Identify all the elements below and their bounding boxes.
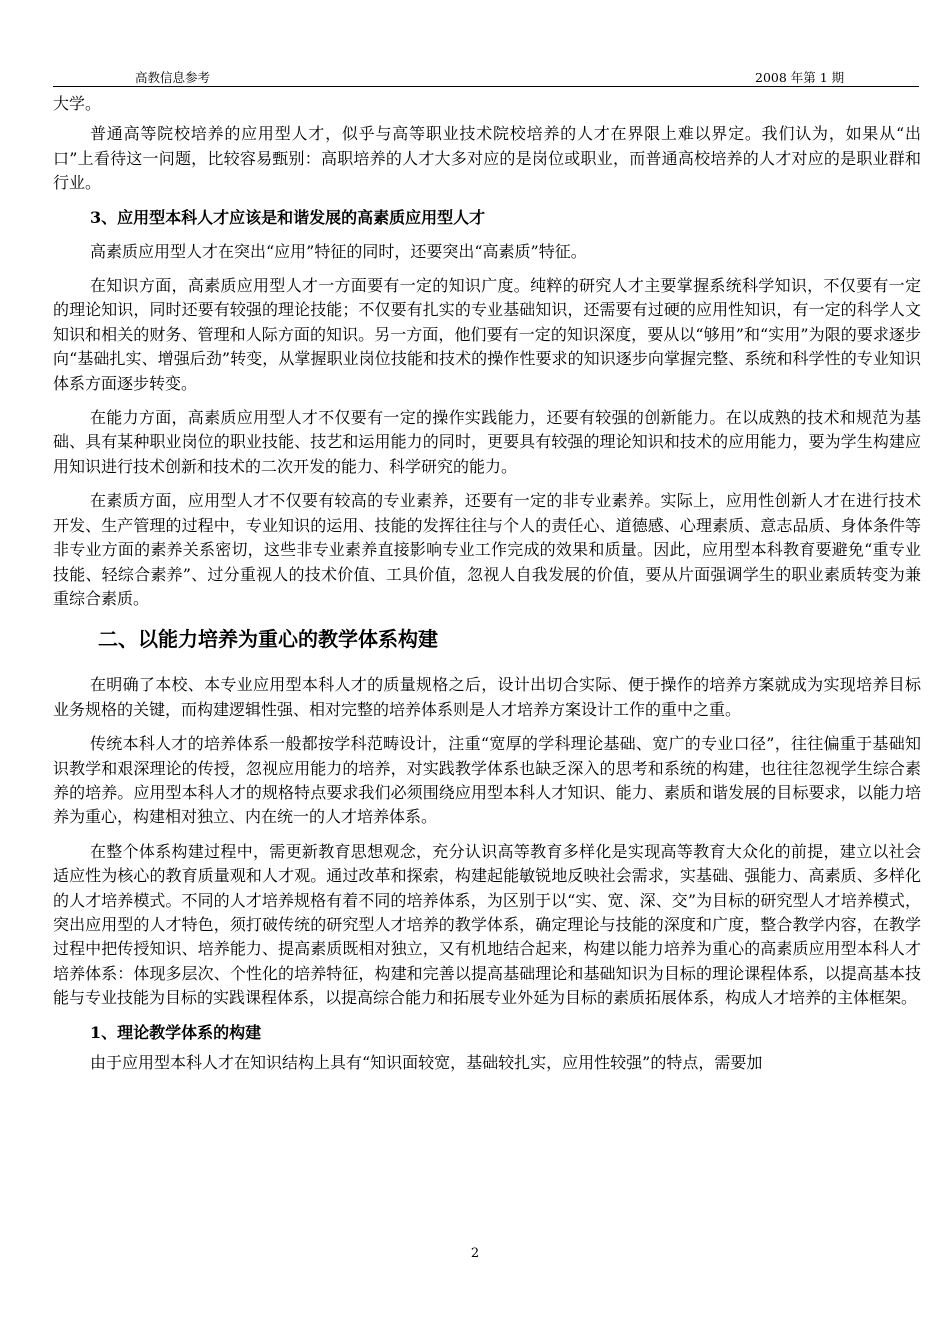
section-heading: 二、以能力培养为重心的教学体系构建 xyxy=(98,627,438,652)
subsection-heading: 3、应用型本科人才应该是和谐发展的高素质应用型人才 xyxy=(90,207,486,227)
paragraph: 在能力方面，高素质应用型人才不仅要有一定的操作实践能力，还要有较强的创新能力。在以成熟的技术和规范为基础、具有某种职业岗位的职业技能、技艺和运用能力的同时，更要具有较强的理论知识和技术的应用能力，要为学生构建应用知识进行技术创新和技术的二次开发的能力、科学研究的能力。 xyxy=(53,408,921,476)
paragraph: 在知识方面，高素质应用型人才一方面要有一定的知识广度。纯粹的研究人才主要掌握系统科学知识，不仅要有一定的理论知识，同时还要有较强的理论技能；不仅要有扎实的专业基础知识，还需要有过硬的应用性知识，有一定的科学人文知识和相关的财务、管理和人际方面的知识。另一方面，他们要有一定的知识深度，要从以“够用”和“实用”为限的要求逐步向“基础扎实、增强后劲”转变，从掌握职业岗位技能和技术的操作性要求的知识逐步向掌握完整、系统和科学性的专业知识体系方面逐步转变。 xyxy=(53,276,921,393)
page-header xyxy=(53,64,919,87)
paragraph: 在明确了本校、本专业应用型本科人才的质量规格之后，设计出切合实际、便于操作的培养方案就成为实现培养目标业务规格的关键，而构建逻辑性强、相对完整的培养体系则是人才培养方案设计工作的重中之重。 xyxy=(53,675,921,719)
paragraph: 在素质方面，应用型人才不仅要有较高的专业素养，还要有一定的非专业素养。实际上，应用性创新人才在进行技术开发、生产管理的过程中，专业知识的运用、技能的发挥往往与个人的责任心、道德感、心理素质、意志品质、身体条件等非专业方面的素养关系密切，这些非专业素养直接影响专业工作完成的效果和质量。因此，应用型本科教育要避免“重专业技能、轻综合素养”、过分重视人的技术价值、工具价值，忽视人自我发展的价值，要从片面强调学生的职业素质转变为兼重综合素质。 xyxy=(53,491,921,608)
issue-label: 2008 年第 1 期 xyxy=(755,70,845,85)
subsection-heading: 1、理论教学体系的构建 xyxy=(90,1022,262,1042)
paragraph: 高素质应用型人才在突出“应用”特征的同时，还要突出“高素质”特征。 xyxy=(90,241,587,261)
paragraph-continuation: 大学。 xyxy=(53,94,102,113)
page-number: 2 xyxy=(470,1246,480,1261)
journal-name: 高教信息参考 xyxy=(135,70,211,85)
article-body xyxy=(53,92,921,1075)
paragraph: 由于应用型本科人才在知识结构上具有“知识面较宽，基础较扎实，应用性较强”的特点，需要加 xyxy=(90,1052,763,1072)
paragraph: 普通高等院校培养的应用型人才，似乎与高等职业技术院校培养的人才在界限上难以界定。我们认为，如果从“出口”上看待这一问题，比较容易甄别：高职培养的人才大多对应的是岗位或职业，而普通高校培养的人才对应的是职业群和行业。 xyxy=(53,124,921,193)
paragraph: 在整个体系构建过程中，需更新教育思想观念，充分认识高等教育多样化是实现高等教育大众化的前提，建立以社会适应性为核心的教育质量观和人才观。通过改革和探索，构建起能敏锐地反映社会需求，实基础、强能力、高素质、多样化的人才培养模式。不同的人才培养规格有着不同的培养体系，为区别于以“实、宽、深、交”为目标的研究型人才培养模式，突出应用型的人才特色，须打破传统的研究型人才培养的教学体系，确定理论与技能的深度和广度，整合教学内容，在教学过程中把传授知识、培养能力、提高素质既相对独立，又有机地结合起来，构建以能力培养为重心的高素质应用型本科人才培养体系：体现多层次、个性化的培养特征，构建和完善以提高基础理论和基础知识为目标的理论课程体系，以提高基本技能与专业技能为目标的实践课程体系，以提高综合能力和拓展专业外延为目标的素质拓展体系，构成人才培养的主体框架。 xyxy=(53,841,921,1008)
paragraph: 传统本科人才的培养体系一般都按学科范畴设计，注重“宽厚的学科理论基础、宽广的专业口径”，往往偏重于基础知识教学和艰深理论的传授，忽视应用能力的培养，对实践教学体系也缺乏深入的思考和系统的构建，也往往忽视学生综合素养的培养。应用型本科人才的规格特点要求我们必须围绕应用型本科人才知识、能力、素质和谐发展的目标要求，以能力培养为重心，构建相对独立、内在统一的人才培养体系。 xyxy=(53,734,921,827)
